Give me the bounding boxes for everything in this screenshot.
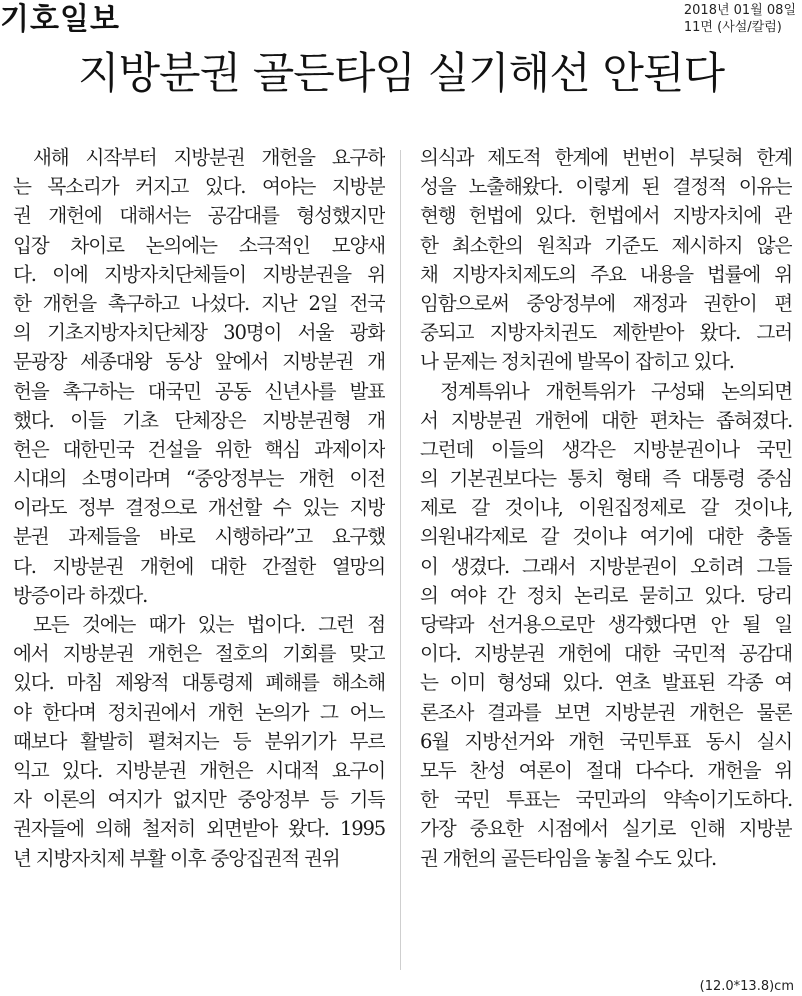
article-text-line: 익고 있다. 지방분권 개헌은 시대적 요구이 — [13, 758, 385, 782]
article-text-line: 의 기초지방자치단체장 30명이 서울 광화 — [13, 321, 385, 345]
article-text-line: 새해 시작부터 지방분권 개헌을 요구하 — [33, 146, 385, 169]
article-text-line: 의식과 제도적 한계에 번번이 부딪혀 한계 — [420, 146, 792, 169]
article-text-line: 분권 과제들을 바로 시행하라”고 요구했 — [13, 525, 385, 549]
article-text-line: 의 여야 간 정치 논리로 묻히고 있다. 당리 — [420, 583, 792, 607]
article-text-line: 헌은 대한민국 건설을 위한 핵심 과제이자 — [13, 437, 385, 461]
article-text-line: 에서 지방분권 개헌은 절호의 기회를 맞고 — [13, 642, 385, 666]
publication-date: 2018년 01월 08일 — [683, 3, 796, 18]
article-text-line: 한 국민 투표는 국민과의 약속이기도하다. — [420, 788, 792, 812]
article-text-line: 6월 지방선거와 개헌 국민투표 동시 실시 — [420, 729, 792, 753]
article-text-line: 권 개헌에 대해서는 공감대를 형성했지만 — [13, 204, 385, 228]
article-text-line: 다. 이에 지방자치단체들이 지방분권을 위 — [13, 262, 385, 286]
article-text-line: 임함으로써 중앙정부에 재정과 권한이 편 — [420, 291, 792, 315]
article-text-line: 는 목소리가 커지고 있다. 여야는 지방분 — [13, 175, 385, 199]
page-section: 11면 (사설/칼럼) — [683, 20, 782, 35]
article-text-line: 야 한다며 정치권에서 개헌 논의가 그 어느 — [13, 700, 385, 724]
article-text-line: 는 이미 형성돼 있다. 연초 발표된 각종 여 — [420, 671, 792, 695]
article-text-line: 문광장 세종대왕 동상 앞에서 지방분권 개 — [13, 350, 385, 374]
article-column-left — [13, 143, 385, 873]
article-text-line: 당략과 선거용으로만 생각했다면 안 될 일 — [420, 613, 792, 636]
article-text-line: 다. 지방분권 개헌에 대한 간절한 열망의 — [13, 554, 385, 578]
article-text-line: 성을 노출해왔다. 이렇게 된 결정적 이유는 — [420, 175, 792, 199]
article-text-line: 중되고 지방자치권도 제한받아 왔다. 그러 — [420, 321, 792, 345]
article-text-line: 현행 헌법에 있다. 헌법에서 지방자치에 관 — [420, 204, 792, 228]
article-text-line: 방증이라 하겠다. — [13, 583, 148, 607]
article-text-line: 의원내각제로 갈 것이냐 여기에 대한 충돌 — [420, 525, 792, 549]
article-text-line: 이다. 지방분권 개헌에 대한 국민적 공감대 — [420, 642, 792, 666]
article-text-line: 모든 것에는 때가 있는 법이다. 그런 점 — [33, 613, 385, 636]
publication-meta — [684, 2, 796, 36]
article-text-line: 정계특위나 개헌특위가 구성돼 논의되면 — [440, 379, 792, 403]
article-text-line: 년 지방자치제 부활 이후 중앙집권적 권위 — [13, 846, 340, 870]
article-text-line: 그런데 이들의 생각은 지방분권이나 국민 — [420, 437, 792, 461]
article-text-line: 한 최소한의 원칙과 기준도 제시하지 않은 — [420, 233, 792, 257]
article-text-line: 나 문제는 정치권에 발목이 잡히고 있다. — [420, 350, 734, 374]
article-text-line: 한 개헌을 촉구하고 나섰다. 지난 2일 전국 — [13, 291, 385, 315]
article-text-line: 제로 갈 것이냐, 이원집정제로 갈 것이냐, — [420, 496, 792, 520]
article-text-line: 헌을 촉구하는 대국민 공동 신년사를 발표 — [13, 379, 385, 403]
article-text-line: 가장 중요한 시점에서 실기로 인해 지방분 — [420, 817, 792, 841]
article-text-line: 했다. 이들 기초 단체장은 지방분권형 개 — [13, 408, 385, 432]
article-text-line: 때보다 활발히 펼쳐지는 등 분위기가 무르 — [13, 729, 385, 753]
article-column-right — [420, 143, 792, 873]
article-text-line: 서 지방분권 개헌에 대한 편차는 좁혀졌다. — [420, 408, 792, 432]
article-text-line: 권 개헌의 골든타임을 놓칠 수도 있다. — [420, 846, 717, 870]
article-size-note: (12.0*13.8)cm — [699, 979, 794, 994]
article-text-line: 이 생겼다. 그래서 지방분권이 오히려 그들 — [420, 554, 792, 578]
article-text-line: 자 이론의 여지가 없지만 중앙정부 등 기득 — [13, 788, 385, 812]
column-divider — [400, 150, 401, 970]
article-text-line: 채 지방자치제도의 주요 내용을 법률에 위 — [420, 262, 792, 286]
article-headline: 지방분권 골든타임 실기해선 안된다 — [77, 49, 725, 99]
article-text-line: 입장 차이로 논의에는 소극적인 모양새 — [13, 233, 385, 257]
article-text-line: 이라도 정부 결정으로 개선할 수 있는 지방 — [13, 496, 385, 520]
article-text-line: 권자들에 의해 철저히 외면받아 왔다. 1995 — [13, 817, 385, 841]
newspaper-masthead: 기호일보 — [0, 2, 120, 37]
article-text-line: 의 기본권보다는 통치 형태 즉 대통령 중심 — [420, 467, 792, 491]
article-text-line: 시대의 소명이라며 “중앙정부는 개헌 이전 — [13, 467, 385, 491]
article-text-line: 론조사 결과를 보면 지방분권 개헌은 물론 — [420, 700, 792, 724]
article-text-line: 모두 찬성 여론이 절대 다수다. 개헌을 위 — [420, 758, 792, 782]
article-text-line: 있다. 마침 제왕적 대통령제 폐해를 해소해 — [13, 671, 385, 695]
